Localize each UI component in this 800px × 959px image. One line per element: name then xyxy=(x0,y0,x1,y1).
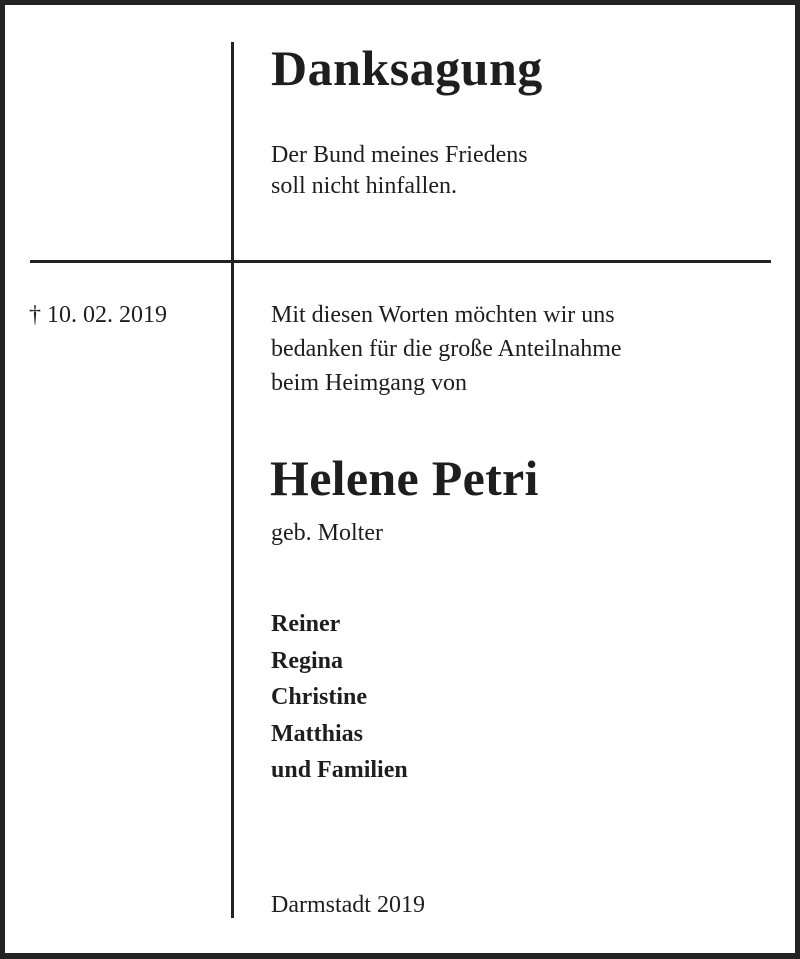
family-member: Christine xyxy=(271,684,367,710)
deceased-name: Helene Petri xyxy=(270,450,539,506)
family-member: Matthias xyxy=(271,720,363,747)
death-date: † 10. 02. 2019 xyxy=(29,302,167,328)
family-member: Reiner xyxy=(271,611,341,637)
family-list xyxy=(271,606,408,789)
message-line: Mit diesen Worten möchten wir uns xyxy=(271,302,615,328)
motto-line: Der Bund meines Friedens xyxy=(271,142,528,168)
maiden-name: geb. Molter xyxy=(271,520,383,546)
message-line: bedanken für die große Anteilnahme xyxy=(271,336,622,362)
vertical-divider xyxy=(231,42,234,918)
family-member: und Familien xyxy=(271,757,408,783)
notice-title: Danksagung xyxy=(271,40,543,96)
motto-quote xyxy=(271,140,528,202)
motto-line: soll nicht hinfallen. xyxy=(271,173,457,199)
message-line: beim Heimgang von xyxy=(271,370,467,396)
place-year: Darmstadt 2019 xyxy=(271,892,425,918)
horizontal-divider xyxy=(30,260,771,263)
family-member: Regina xyxy=(271,647,343,674)
thank-you-message xyxy=(271,298,622,400)
